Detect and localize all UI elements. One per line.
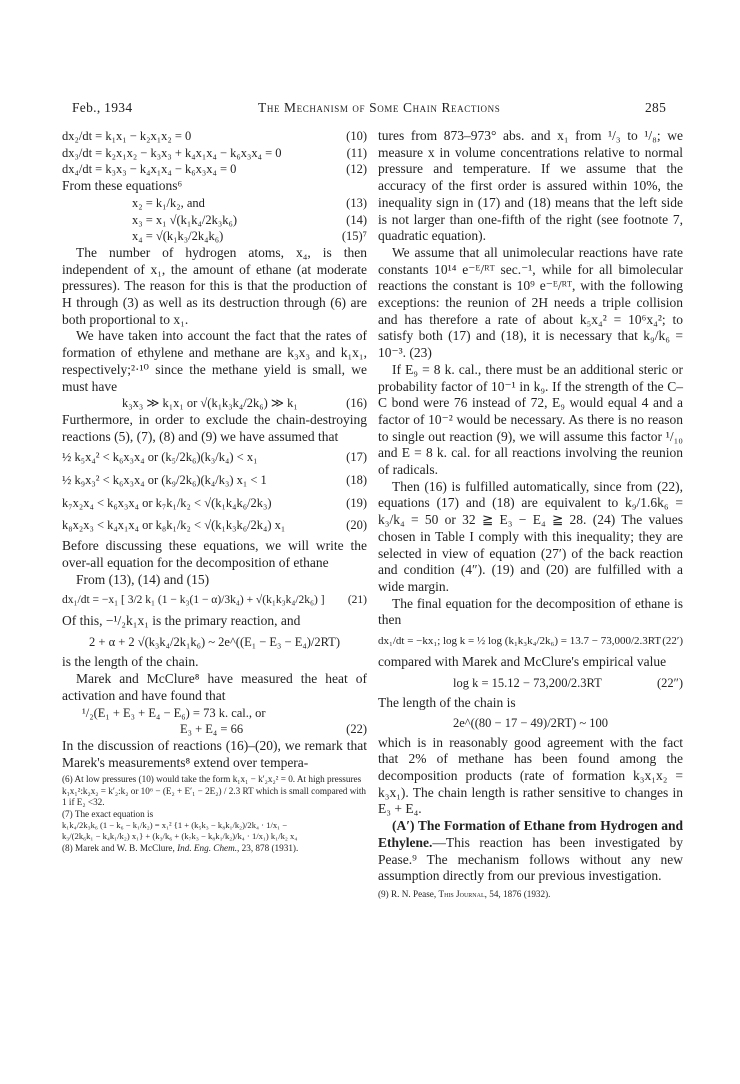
paragraph-temperatures: tures from 873–973° abs. and x₁ from ¹/₃ to ¹/₈; we measure x in volume concentrations relative to normal pressure and temperature. If we assume that the accuracy of the first order is assured within 10%, the inequality sign in (17) and (18) means that the left side is not larger than one-fifth of the right (see footnote 7, quadratic equation). [378,128,683,244]
paragraph-primary: Of this, −¹/₂k₁x₁ is the primary reaction, and [62,612,301,628]
paragraph-section-a-prime: (A′) The Formation of Ethane from Hydrogen and Ethylene.—This reaction has been investigated by Pease.⁹ The mechanism follows without any new assumption directly from our previous investigation. [378,818,683,884]
equation-21: dx₁/dt = −x₁ [ 3/2 k₁ (1 − k₃(1 − α)/3k₄) + √(k₁k₃k₄/2k₆) ] (21) [62,594,367,607]
paragraph-fulfilled: Then (16) is fulfilled automatically, since from (22), equations (17) and (18) are equivalent to k₉/1.6k₆ = k₃/k₄ = 50 or 32 ≧ E₃ − E₄ ≧ 28. (24) The values chosen in Table I comply with this inequality; they are selected in view of equation (27′) of the back reaction and condition (4″). (19) and (20) are fulfilled with a wide margin. [378,478,683,594]
footnote-7-equation-1: k₁k₄/2k₃k₆ (1 − k₆ − k₁/k₂) = x₁² {1 + (k₅k₃ − k₈k₁/k₂)/2k₄ · 1/x₁ − [62,819,288,830]
paragraph-steric: If E₉ = 8 k. cal., there must be an additional steric or probability factor of 10⁻¹ in k₉. If the strength of the C–C bond were 76 instead of 72, E₉ would equal 4 and a factor of 10⁻² would be necessary. As there is no reason to single out reaction (9), we will assume this factor ¹/₁₀ and E = 8 k. cal. for all reactions involving the reunion of radicals. [378,361,683,478]
footnote-9: (9) R. N. Pease, This Journal, 54, 1876 (1932). [378,888,551,899]
equation-10: dx₂/dt = k₁x₁ − k₂x₁x₂ = 0 (10) [62,129,367,143]
paragraph-discussion: In the discussion of reactions (16)–(20), we remark that Marek's measurements⁸ extend over tempera- [62,737,367,770]
page-number: 285 [645,100,667,115]
footnote-6: (6) At low pressures (10) would take the form k₁x₁ − k′₂x₂² = 0. At high pressures k₁x₁²:k₂x₂ = k′₂:k₂ or 10⁶ − (E₂ + E′₁ − 2E₂) / 2.3 RT which is small compared with 1 if E₂ <32. [62,774,367,808]
equation-14: x₃ = x₁ √(k₁k₄/2k₃k₆) (14) [132,212,367,227]
footnotes-left [62,774,367,854]
paragraph-rate-constants: We assume that all unimolecular reactions have rate constants 10¹⁴ e⁻ᴱ/ᴿᵀ sec.⁻¹, while for all bimolecular reactions the constant is 10⁹ e⁻ᴱ/ᴿᵀ, with the following exceptions: the reunion of 2H needs a triple collision and has therefore a rate of about k₅x₄² = 10⁶x₄²; to satisfy both (17) and (18), it is necessary that k₉/k₆ = 10⁻³. (23) [378,244,683,361]
equation-22b: E₃ + E₄ = 66 (22) [180,722,367,737]
paragraph-overall: Before discussing these equations, we will write the over-all equation for the decomposition of ethane [62,538,367,570]
equation-20: k₈x₂x₃ < k₄x₁x₄ or k₈k₁/k₂ < √(k₁k₃k₆/2k₄) x₁ (20) [62,518,367,533]
paragraph-length: is the length of the chain. [62,654,199,670]
section-heading: (A′) The Formation of Ethane from Hydrogen and Ethylene. [378,818,683,850]
paragraph-chain-destroying: Furthermore, in order to exclude the chain-destroying reactions (5), (7), (8) and (9) we have assumed that [62,411,367,444]
equation-16: k₃x₃ ≫ k₁x₁ or √(k₁k₃k₄/2k₆) ≫ k₁ (16) [122,396,367,411]
header-title: The Mechanism of Some Chain Reactions [258,100,501,115]
equation-12: dx₄/dt = k₃x₃ − k₄x₁x₄ − k₆x₃x₄ = 0 (12) [62,162,367,177]
equation-11: dx₃/dt = k₂x₁x₂ − k₃x₃ + k₄x₁x₄ − k₆x₃x₄ = 0 (11) [62,145,367,160]
right-column [378,128,683,900]
footnote-7: (7) The exact equation is [62,808,154,819]
equation-22-double-prime: log k = 15.12 − 73,200/2.3RT (22″) [453,675,683,690]
paragraph-marek: Marek and McClure⁸ have measured the heat of activation and have found that [62,671,367,703]
footnote-7-equation-2: k₃/(2k₆k₁ − k₄k₁/k₂) x₁} + (k₃/k₆ + (k₇k₃ − k₈k₁/k₂)/k₄ · 1/x₁) k₁/k₂ x₄ [62,831,298,842]
header-date: Feb., 1934 [72,100,133,115]
paragraph-agreement: which is in reasonably good agreement with the fact that 2% of methane has been found among the decomposition products (rate of formation k₃x₁x₂ = k₃x₁). The chain length is rather sensitive to changes in E₃ + E₄. [378,734,683,817]
equation-chain-length: 2 + α + 2 √(k₃k₄/2k₁k₆) ~ 2e^((E₁ − E₃ − E₄)/2RT) [89,634,340,649]
equation-18: ½ k₉x₃² < k₆x₃x₄ or (k₉/2k₆)(k₄/k₃) x₁ < 1 (18) [62,473,367,488]
paragraph-hydrogen-atoms: The number of hydrogen atoms, x₄, is then independent of x₁, the amount of ethane (at moderate pressures). The reason for this is that the production of H through (3) as well as its destruction through (6) are both proportional to x₁. [62,244,367,327]
paragraph-final: The final equation for the decomposition of ethane is then [378,595,683,628]
paragraph-from-13: From (13), (14) and (15) [76,571,210,587]
paragraph-compared: compared with Marek and McClure's empirical value [378,653,667,669]
from-equations: From these equations⁶ [62,178,183,194]
equation-19: k₇x₂x₄ < k₆x₃x₄ or k₇k₁/k₂ < √(k₁k₄k₆/2k₃) (19) [62,495,367,510]
left-column [62,128,367,854]
equation-17: ½ k₅x₄² < k₆x₃x₄ or (k₅/2k₆)(k₃/k₄) < x₁ (17) [62,450,367,465]
paragraph-chain-length: The length of the chain is [378,695,516,711]
paragraph-rates: We have taken into account the fact that the rates of formation of ethylene and methane are k₃x₃ and k₁x₁, respectively;²·¹⁰ since the methane yield is small, we must have [62,328,367,394]
equation-15: x₄ = √(k₁k₃/2k₄k₆) (15)⁷ [132,229,367,244]
equation-22-prime: dx₁/dt = −kx₁; log k = ½ log (k₁k₃k₄/2k₆) = 13.7 − 73,000/2.3RT (22′) [378,635,683,648]
footnote-8: (8) Marek and W. B. McClure, Ind. Eng. Chem., 23, 878 (1931). [62,842,299,853]
equation-22a: ¹/₂(E₁ + E₃ + E₄ − E₆) = 73 k. cal., or [82,705,266,720]
equation-chain-value: 2e^((80 − 17 − 49)/2RT) ~ 100 [452,715,609,730]
equation-13: x₂ = k₁/k₂, and (13) [132,195,367,210]
